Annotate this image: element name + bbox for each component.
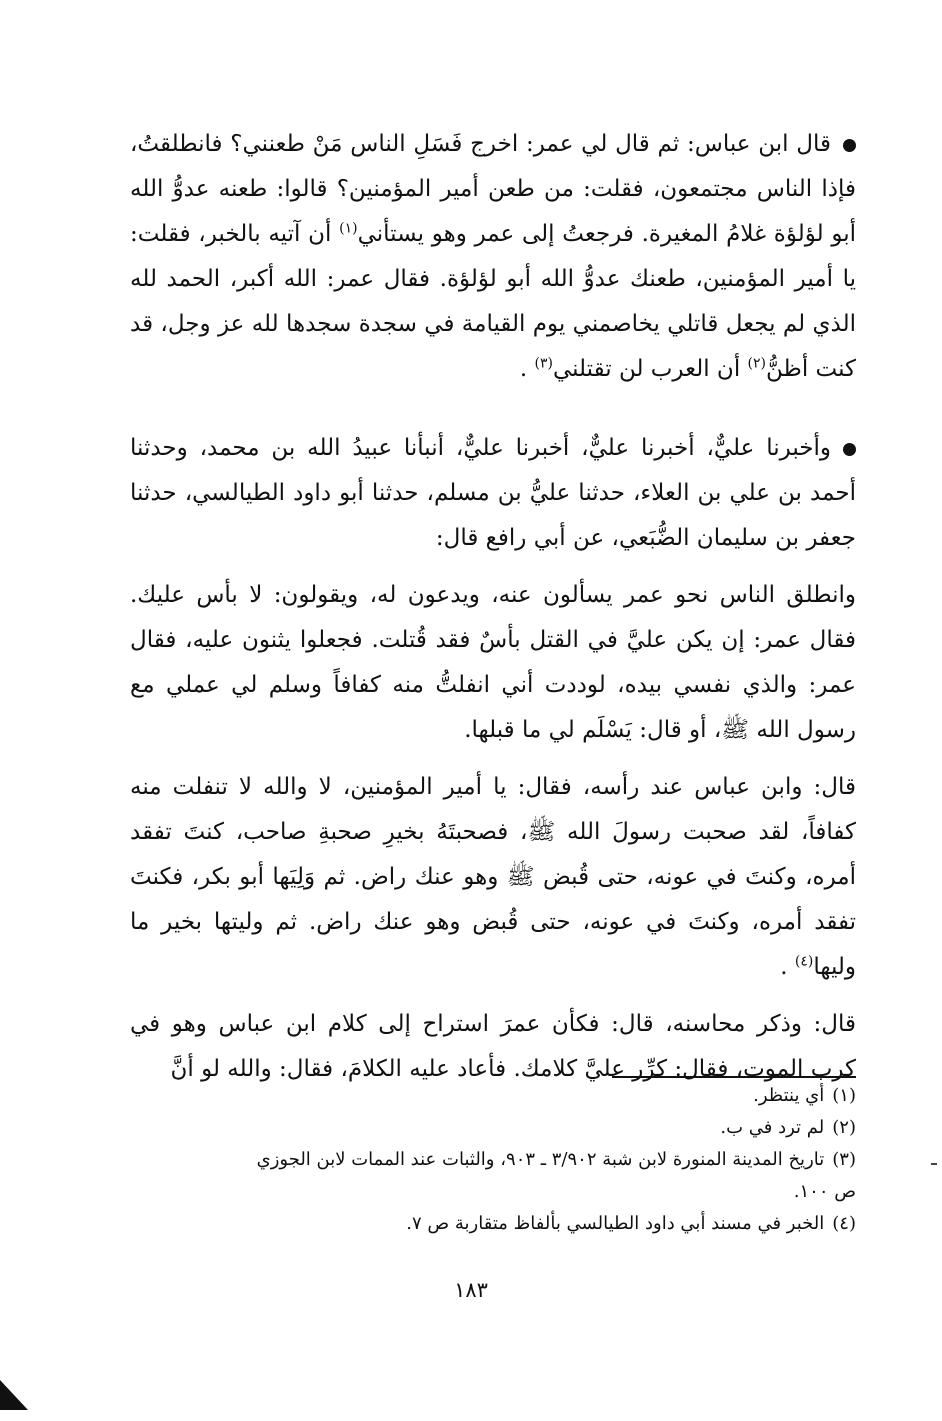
main-text	[130, 122, 856, 1092]
footnote-number: (٤)	[832, 1213, 856, 1234]
footnote-3	[130, 1144, 856, 1176]
paragraph-2	[130, 426, 856, 561]
scan-speck	[931, 1163, 937, 1165]
footnote-reference[interactable]: (١)	[339, 220, 358, 237]
paragraph-text: قال: وابن عباس عند رأسه، فقال: يا أمير المؤمنين، لا والله لا تنفلت منه كفافاً، لقد صحبت رسولَ الله ﷺ، فصحبتَهُ بخيرِ صحبةِ صاحب، كنتَ تفقد أمره، وكنتَ في عونه، حتى قُبض ﷺ وهو عنك راض. ثم وَلِيَها أبو بكر، فكنتَ تفقد أمره، وكنتَ في عونه، حتى قُبض وهو عنك راض. ثم وليتها بخير ما وليها	[130, 774, 856, 980]
bullet-icon	[843, 443, 856, 456]
footnote-number: (١)	[832, 1085, 856, 1106]
footnote-reference[interactable]: (٣)	[534, 355, 553, 372]
footnote-text: تاريخ المدينة المنورة لابن شبة ٣/٩٠٢ ـ ٩٠٣، والثبات عند الممات لابن الجوزي	[256, 1149, 825, 1170]
paragraph-text: وأخبرنا عليٌّ، أخبرنا عليٌّ، أخبرنا عليٌّ، أنبأنا عبيدُ الله بن محمد، وحدثنا أحمد بن علي بن العلاء، حدثنا عليُّ بن مسلم، حدثنا أبو داود الطيالسي، حدثنا جعفر بن سليمان الضُّبَعي، عن أبي رافع قال:	[130, 435, 856, 551]
paragraph-text: أن العرب لن تقتلني	[552, 356, 748, 382]
scan-corner-mark	[0, 1380, 28, 1410]
footnote-reference[interactable]: (٤)	[794, 953, 814, 970]
paragraph-text: وانطلق الناس نحو عمر يسألون عنه، ويدعون له، ويقولون: لا بأس عليك. فقال عمر: إن يكن عليَّ في القتل بأسٌ فقد قُتلت. فجعلوا يثنون عليه، فقال عمر: والذي نفسي بيده، لوددت أني انفلتُّ منه كفافاً وسلم لي عملي مع رسول الله ﷺ، أو قال: يَسْلَم لي ما قبلها.	[130, 582, 856, 743]
footnote-number: (٢)	[832, 1117, 856, 1138]
paragraph-4	[130, 765, 856, 990]
footnotes	[130, 1080, 856, 1240]
paragraph-text: أن آتيه بالخبر، فقلت: يا أمير المؤمنين، طعنك عدوُّ الله أبو لؤلؤة. فقال عمر: الله أكبر، الحمد لله الذي لم يجعل قاتلي يخاصمني يوم القيامة في سجدة سجدها لله عز وجل، قد كنت أظنُّ	[130, 221, 856, 382]
paragraph-5	[130, 1002, 856, 1092]
footnote-1	[130, 1080, 856, 1112]
footnote-4	[130, 1208, 856, 1240]
paragraph-text: .	[780, 954, 795, 980]
bullet-icon	[843, 139, 856, 152]
footnote-text: أي ينتظر.	[753, 1085, 825, 1106]
paragraph-text: قال: وذكر محاسنه، قال: فكأن عمرَ استراح إلى كلام ابن عباس وهو في كرب الموت، فقال: كرِّر عليَّ كلامك. فأعاد عليه الكلامَ، فقال: والله لو أنَّ	[130, 1011, 856, 1082]
footnote-divider	[612, 1076, 856, 1078]
footnote-3-continuation	[130, 1176, 856, 1208]
paragraph-text: قال ابن عباس: ثم قال لي عمر: اخرج فَسَلِ الناس مَنْ طعنني؟ فانطلقتُ، فإذا الناس مجتمعون، فقلت: من طعن أمير المؤمنين؟ قالوا: طعنه عدوُّ الله أبو لؤلؤة غلامُ المغيرة. فرجعتُ إلى عمر وهو يستأني	[130, 131, 857, 247]
footnote-text: لم ترد في ب.	[720, 1117, 825, 1138]
footnote-text: الخبر في مسند أبي داود الطيالسي بألفاظ متقاربة ص ٧.	[406, 1213, 825, 1234]
page-number: ١٨٣	[454, 1278, 488, 1302]
footnote-2	[130, 1112, 856, 1144]
footnote-text: ص ١٠٠.	[793, 1181, 856, 1202]
paragraph-1	[130, 122, 856, 392]
paragraph-3	[130, 573, 856, 753]
footnote-number: (٣)	[832, 1149, 856, 1170]
paragraph-text: .	[519, 356, 535, 382]
footnote-reference[interactable]: (٢)	[747, 355, 766, 372]
